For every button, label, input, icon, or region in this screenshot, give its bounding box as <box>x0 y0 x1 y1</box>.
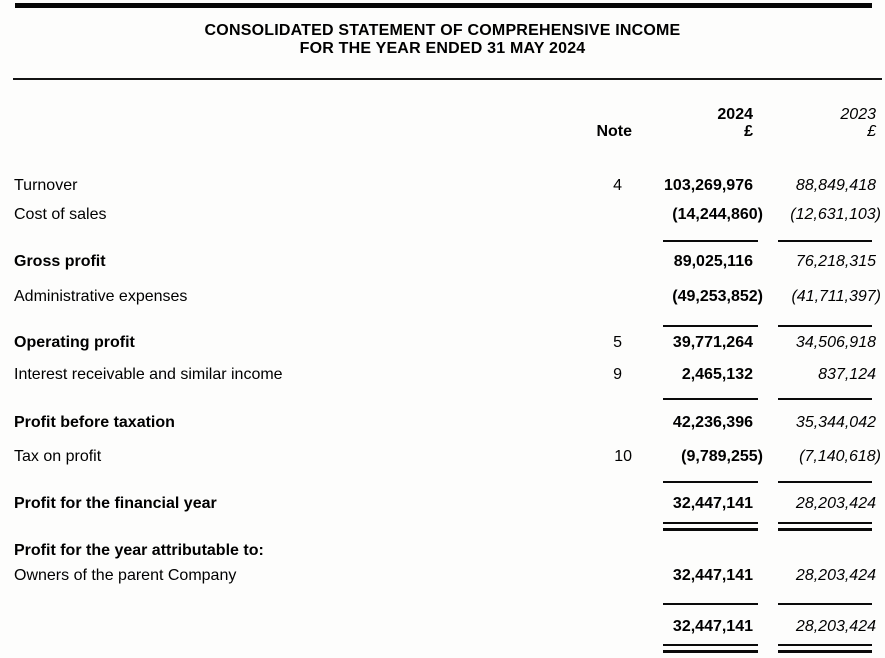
statement-row <box>0 206 885 223</box>
value-2023: (7,140,618) <box>799 448 881 465</box>
subtotal-rule-2024 <box>663 603 758 605</box>
subtotal-rule-2023 <box>778 398 872 400</box>
value-2024: 32,447,141 <box>672 495 753 512</box>
value-2024: 42,236,396 <box>672 414 753 431</box>
total-double-rule-2024 <box>663 522 758 531</box>
total-double-rule-2023 <box>778 644 872 653</box>
statement-row <box>0 177 885 194</box>
statement-row <box>0 495 885 512</box>
top-border-rule <box>15 3 872 8</box>
value-2024: 89,025,116 <box>673 253 753 270</box>
total-double-rule-2023 <box>778 522 872 531</box>
col-2024-currency-header: £ <box>744 123 753 140</box>
row-label: Turnover <box>14 177 78 194</box>
unit-header-row <box>0 123 885 140</box>
subtotal-rule-2024 <box>663 325 758 327</box>
statement-row <box>0 448 885 465</box>
statement-row <box>0 618 885 635</box>
row-label: Cost of sales <box>14 206 107 223</box>
value-2023: 35,344,042 <box>795 414 876 431</box>
value-2023: 28,203,424 <box>795 618 876 635</box>
statement-row <box>0 414 885 431</box>
row-label: Interest receivable and similar income <box>14 366 283 383</box>
value-2024: (49,253,852) <box>672 288 763 305</box>
row-label: Operating profit <box>14 334 135 351</box>
value-2023: 28,203,424 <box>795 495 876 512</box>
statement-row <box>0 288 885 305</box>
title-underline-rule <box>13 78 882 80</box>
row-label: Tax on profit <box>14 448 102 465</box>
statement-row <box>0 253 885 270</box>
subtotal-rule-2023 <box>778 325 872 327</box>
document-title <box>0 22 885 58</box>
year-header-row <box>0 106 885 123</box>
note-column-header: Note <box>596 123 632 140</box>
col-2023-currency-header: £ <box>867 123 876 140</box>
col-2024-year-header: 2024 <box>717 106 753 123</box>
title-line-2: FOR THE YEAR ENDED 31 MAY 2024 <box>299 40 586 57</box>
value-2024: (14,244,860) <box>672 206 763 223</box>
subtotal-rule-2023 <box>778 603 872 605</box>
value-2024: (9,789,255) <box>681 448 763 465</box>
row-label: Gross profit <box>14 253 106 270</box>
value-2024: 103,269,976 <box>664 177 753 194</box>
value-2023: 28,203,424 <box>795 567 876 584</box>
statement-row <box>0 366 885 383</box>
row-label: Profit before taxation <box>14 414 175 431</box>
row-label: Administrative expenses <box>14 288 188 305</box>
statement-row <box>0 542 885 559</box>
col-2023-year-header: 2023 <box>840 106 876 123</box>
row-label: Profit for the year attributable to: <box>14 542 264 559</box>
note-cell: 5 <box>613 334 622 351</box>
statement-row <box>0 334 885 351</box>
value-2024: 32,447,141 <box>672 567 753 584</box>
value-2024: 39,771,264 <box>672 334 753 351</box>
subtotal-rule-2024 <box>663 481 758 483</box>
subtotal-rule-2023 <box>778 481 872 483</box>
statement-row <box>0 567 885 584</box>
note-cell: 10 <box>614 448 632 465</box>
value-2024: 32,447,141 <box>672 618 753 635</box>
subtotal-rule-2023 <box>778 240 872 242</box>
value-2023: 76,218,315 <box>795 253 876 270</box>
value-2023: (41,711,397) <box>791 288 881 305</box>
value-2023: (12,631,103) <box>790 206 881 223</box>
row-label: Profit for the financial year <box>14 495 217 512</box>
value-2023: 837,124 <box>818 366 876 383</box>
subtotal-rule-2024 <box>663 398 758 400</box>
note-cell: 4 <box>613 177 622 194</box>
title-line-1: CONSOLIDATED STATEMENT OF COMPREHENSIVE INCOME <box>204 22 681 39</box>
value-2024: 2,465,132 <box>681 366 753 383</box>
value-2023: 88,849,418 <box>795 177 876 194</box>
value-2023: 34,506,918 <box>795 334 876 351</box>
note-cell: 9 <box>613 366 622 383</box>
row-label: Owners of the parent Company <box>14 567 237 584</box>
total-double-rule-2024 <box>663 644 758 653</box>
subtotal-rule-2024 <box>663 240 758 242</box>
